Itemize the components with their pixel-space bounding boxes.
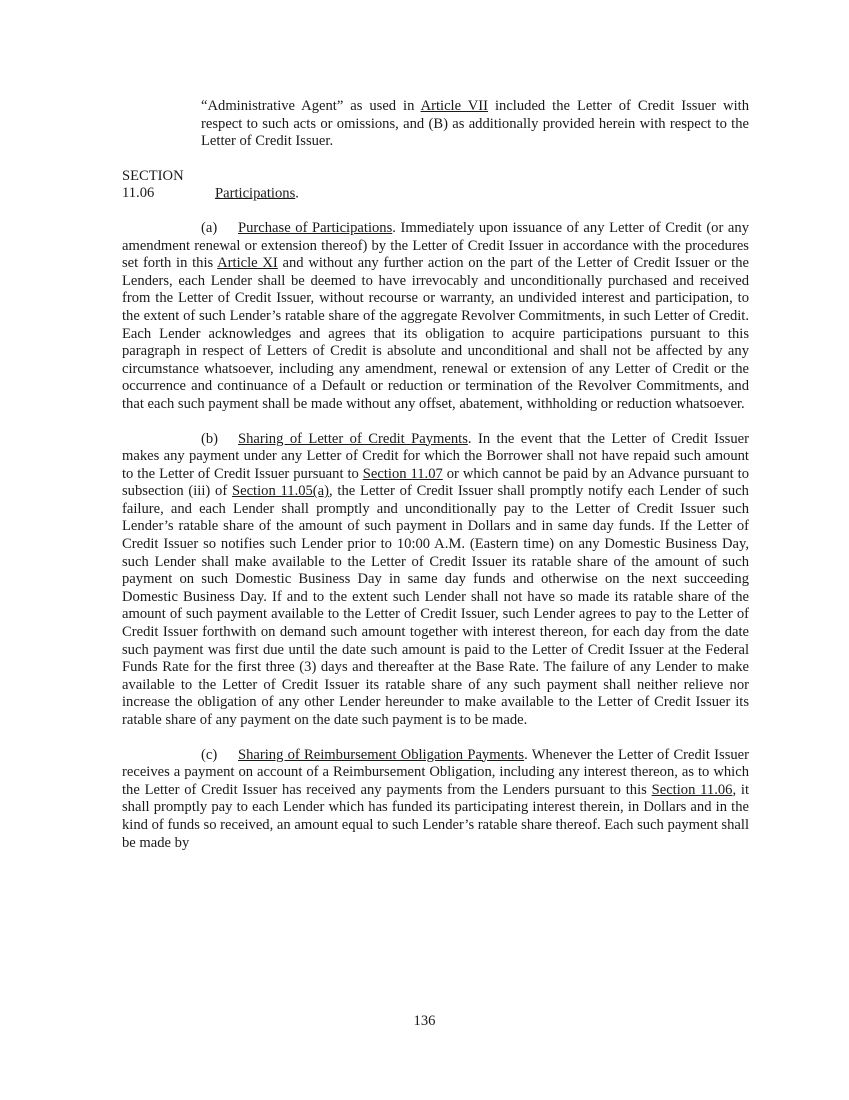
section-title: Participations bbox=[215, 185, 296, 202]
page-number: 136 bbox=[413, 1013, 436, 1029]
intro-text-1: “Administrative Agent” as used in bbox=[201, 98, 421, 114]
section-11-07-reference: Section 11.07 bbox=[362, 465, 443, 482]
document-page bbox=[122, 98, 749, 852]
paragraph-c-label: (c) bbox=[201, 746, 218, 763]
section-heading bbox=[122, 168, 749, 203]
paragraph-c-heading: Sharing of Reimbursement Obligation Payments bbox=[238, 746, 525, 763]
paragraph-a-heading: Purchase of Participations bbox=[238, 219, 393, 236]
paragraph-a-label: (a) bbox=[201, 219, 218, 236]
paragraph-c bbox=[122, 747, 749, 853]
intro-paragraph bbox=[201, 98, 749, 151]
section-11-05a-reference: Section 11.05(a) bbox=[231, 483, 330, 500]
article-xi-reference: Article XI bbox=[217, 255, 278, 272]
paragraph-c-text-1: . Whenever the Letter of Credit Issuer receives a payment on account of a Reimbursement Obligation, including any interest thereon, as to which the Letter of Credit Issuer has received any payments from the Lenders pursuant to this bbox=[122, 746, 750, 798]
paragraph-b bbox=[122, 431, 749, 730]
section-number: SECTION 11.06 bbox=[122, 167, 184, 202]
paragraph-a-text-1: . Immediately upon issuance of any Letter of Credit (or any amendment renewal or extension thereof) by the Letter of Credit Issuer in accordance with the procedures set forth in this bbox=[122, 219, 749, 272]
paragraph-b-label: (b) bbox=[201, 430, 219, 447]
paragraph-c-text-2: , it shall promptly pay to each Lender which has funded its participating interest therein, in Dollars and in the kind of funds so received, an amount equal to such Lender’s ratable share thereof. Each such payment shall be made by bbox=[122, 781, 750, 851]
paragraph-a bbox=[122, 220, 749, 414]
paragraph-b-heading: Sharing of Letter of Credit Payments bbox=[238, 430, 468, 447]
paragraph-b-text-1: . In the event that the Letter of Credit Issuer makes any payment under any Letter of Credit for which the Borrower shall not have repaid such amount to the Letter of Credit Issuer pursuant to bbox=[122, 430, 749, 482]
section-11-06-reference: Section 11.06 bbox=[651, 781, 733, 798]
section-title-period: . bbox=[295, 185, 299, 202]
article-vii-reference: Article VII bbox=[420, 98, 489, 114]
paragraph-a-text-2: and without any further action on the part of the Letter of Credit Issuer or the Lenders, each Lender shall be deemed to have irrevocably and unconditionally purchased and received from the Letter of Credit Issuer, without recourse or warranty, an undivided interest and participation, to the extent of such Lender’s ratable share of the aggregate Revolver Commitments, in such Letter of Credit. Each Lender acknowledges and agrees that its obligation to acquire participations pursuant to this paragraph in respect of Letters of Credit is absolute and unconditional and shall not be affected by any circumstance whatsoever, including any amendment, renewal or extension of any Letter of Credit or the occurrence and continuance of a Default or reduction or termination of the Revolver Commitments, and that each such payment shall be made without any offset, abatement, withholding or reduction whatsoever. bbox=[122, 255, 749, 412]
paragraph-b-text-3: , the Letter of Credit Issuer shall promptly notify each Lender of such failure, and each Lender shall promptly and unconditionally pay to the Letter of Credit Issuer such Lender’s ratable share of the amount of such payment in Dollars and in same day funds. If the Letter of Credit Issuer so notifies such Lender prior to 10:00 A.M. (Eastern time) on any Domestic Business Day, such Lender shall make available to the Letter of Credit Issuer its ratable share of the amount of such payment on such Domestic Business Day in same day funds and otherwise on the next succeeding Domestic Business Day. If and to the extent such Lender shall not have so made its ratable share of the amount of such payment available to the Letter of Credit Issuer, such Lender agrees to pay to the Letter of Credit Issuer forthwith on demand such amount together with interest thereon, for each day from the date such payment was first due until the date such amount is paid to the Letter of Credit Issuer at the Federal Funds Rate for the first three (3) days and thereafter at the Base Rate. The failure of any Lender to make available to the Letter of Credit Issuer its ratable share of any such payment shall neither relieve nor increase the obligation of any other Lender hereunder to make available to the Letter of Credit Issuer its ratable share of any payment on the date such payment is to be made. bbox=[122, 483, 749, 728]
paragraph-b-text-2: or which cannot be paid by an Advance pursuant to subsection (iii) of bbox=[122, 465, 750, 500]
intro-text-2: included the Letter of Credit Issuer with respect to such acts or omissions, and (B) as additionally provided herein with respect to the Letter of Credit Issuer. bbox=[201, 98, 750, 150]
